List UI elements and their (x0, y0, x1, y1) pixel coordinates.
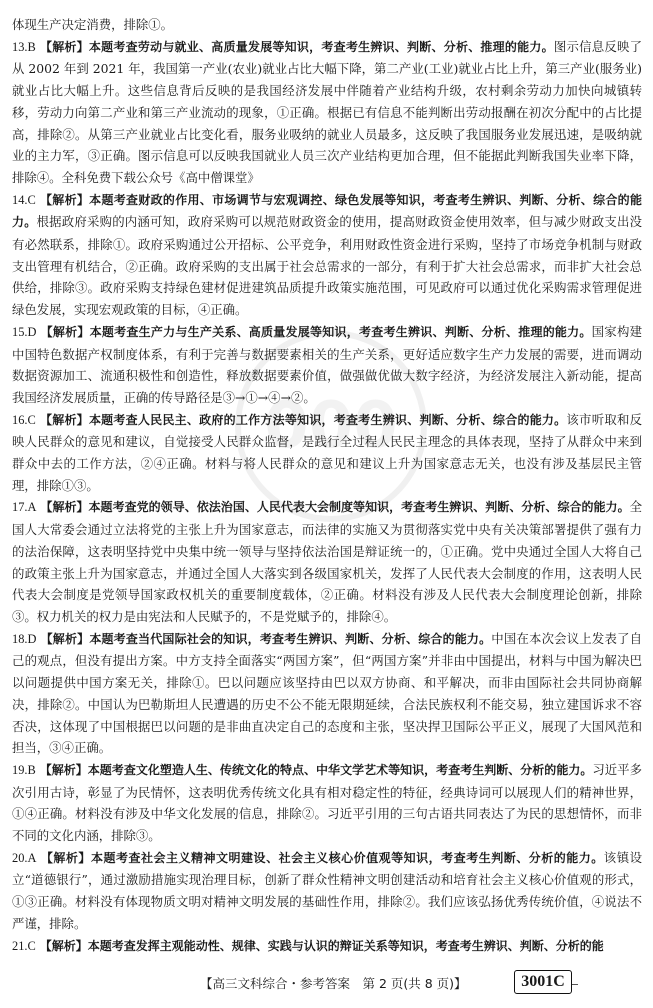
item-number: 20. (12, 850, 28, 865)
answer-item (12, 847, 642, 935)
item-tag: 【解析】 (40, 631, 90, 646)
item-answer: C (27, 938, 36, 953)
answer-item (12, 759, 642, 847)
item-lead: 本题考查文化塑造人生、传统文化的特点、中华文学艺术等知识，考查考生判断、分析的能力。 (87, 762, 593, 777)
answer-item (12, 496, 642, 627)
item-body: 习近平多次引用古诗，彰显了为民情怀，这表明优秀传统文化具有相对稳定性的特征，经典诗词可以展现人们的精神世界，①④正确。材料没有涉及中华文化发展的信息，排除②。习近平引用的三句古语共同表达了为民的思想情怀，而非不同的文化内涵，排除③。 (12, 761, 642, 844)
item-answer: D (27, 324, 37, 339)
item-answer: C (27, 192, 36, 207)
item-tag: 【解析】 (40, 500, 89, 515)
item-number: 19. (12, 762, 28, 777)
page-footer (0, 970, 653, 998)
item-lead: 本题考查生产力与生产关系、高质量发展等知识，考查考生辨识、判断、分析、推理的能力。 (89, 324, 592, 339)
item-tag: 【解析】 (40, 324, 90, 339)
item-tag: 【解析】 (39, 39, 89, 54)
answer-items-list (12, 36, 642, 958)
item-answer: D (27, 631, 37, 646)
item-lead: 本题考查财政的作用、市场调节与宏观调控、绿色发展等知识，考查考生辨识、判断、分析、综合的能力。 (12, 192, 642, 230)
footer-exam-code: 3001C (514, 970, 572, 994)
footer-tick-mark (572, 984, 578, 985)
item-tag: 【解析】 (39, 762, 88, 777)
item-number: 13. (12, 39, 28, 54)
item-number: 15. (12, 324, 28, 339)
answer-item (12, 628, 642, 759)
answer-content (12, 14, 642, 957)
item-body: 该镇设立“道德银行”，通过激励措施实现治理目标，创新了群众性精神文明创建活动和培育社会主义核心价值观的形式，①③正确。材料没有体现物质文明对精神文明发展的基础性作用，排除②。我们应该弘扬优秀传统价值，④说法不严谨，排除。 (12, 849, 642, 931)
item-lead: 本题考查当代国际社会的知识，考查考生辨识、判断、分析、综合的能力。 (89, 631, 492, 646)
item-body: 该市听取和反映人民群众的意见和建议，自觉接受人民群众监督，是践行全过程人民民主理念的具体表现，坚持了从群众中来到群众中去的工作方法，②④正确。材料与将人民群众的意见和建议上升为国家意志无关，也没有涉及基层民主管理，排除①③。 (12, 411, 642, 493)
item-body: 中国在本次会议上发表了自己的观点，但没有提出方案。中方支持全面落实“两国方案”，但“两国方案”并非由中国提出，材料与中国为解决巴以问题提供中国方案无关，排除①。巴以问题应该坚持由巴以双方协商、和平解决，而非由国际社会共同协商解决，排除②。中国认为巴勒斯坦人民遭遇的历史不公不能无限期延续，合法民族权利不能交易，独立建国诉求不容否决，这体现了中国根据巴以问题的是非曲直决定自己的态度和主张，坚决捍卫国际公平正义，展现了大国风范和担当，③④正确。 (12, 630, 642, 756)
item-answer: B (27, 39, 36, 54)
answer-item (12, 409, 642, 497)
answer-item (12, 935, 642, 958)
item-number: 17. (12, 500, 28, 515)
item-number: 16. (12, 412, 28, 427)
intro-line: 体现生产决定消费，排除①。 (12, 17, 174, 32)
item-body: 国家构建中国特色数据产权制度体系，有利于完善与数据要素相关的生产关系，更好适应数字生产力发展的需要，进而调动数据资源加工、流通积极性和创造性，释放数据要素价值，做强做优做大数字经济，为经济发展注入新动能，提高我国经济发展质量，正确的传导路径是③→①→④→②。 (12, 323, 642, 405)
item-answer: B (27, 762, 36, 777)
item-lead: 本题考查党的领导、依法治国、人民代表大会制度等知识，考查考生辨识、判断、分析、综合的能力。 (88, 500, 630, 515)
item-answer: A (27, 850, 37, 865)
item-number: 21. (12, 938, 28, 953)
item-tag: 【解析】 (40, 192, 90, 207)
watermark-text: 000 (264, 389, 398, 463)
item-number: 18. (12, 631, 28, 646)
item-body: 图示信息反映了从 2002 年到 2021 年，我国第一产业(农业)就业占比大幅下降，第二产业(工业)就业占比上升，第三产业(服务业)就业占比大幅上升。这些信息背后反映的是我国经济发展中伴随着产业结构升级，农村剩余劳动力加快向城镇转移，劳动力向第二产业和第三产业流动的现象，①正确。根据已有信息不能判断出劳动报酬在初次分配中的占比提高，排除②。从第三产业就业占比变化看，服务业吸纳的就业人员最多，这反映了我国服务业发展迅速，是吸纳就业的主力军，③正确。图示信息可以反映我国就业人员三次产业结构更加合理，但不能据此判断我国失业率下降，排除④。全科免费下载公众号《高中僧课堂》 (12, 38, 642, 185)
item-lead: 本题考查发挥主观能动性、规律、实践与认识的辩证关系等知识，考查考生辨识、判断、分析的能 (87, 938, 604, 953)
item-body: 根据政府采购的内涵可知，政府采购可以规范财政资金的使用，提高财政资金使用效率，但与减少财政支出没有必然联系，排除①。政府采购通过公开招标、公平竞争，利用财政性资金进行采购，坚持了市场竞争机制与财政支出管理有机结合，②正确。政府采购的支出属于社会总需求的一部分，有利于扩大社会总需求，而非扩大社会总供给，排除③。政府采购支持绿色建材促进建筑品质提升政策实施范围，可见政府可以通过优化采购需求管理促进绿色发展，实现宏观政策的目标，④正确。 (12, 214, 642, 318)
item-tag: 【解析】 (40, 850, 91, 865)
answer-item (12, 36, 642, 189)
footer-page-info: 【高三文科综合・参考答案 第 2 页(共 8 页)】 (200, 976, 467, 991)
item-tag: 【解析】 (39, 938, 88, 953)
answer-item (12, 189, 642, 321)
item-tag: 【解析】 (39, 412, 89, 427)
answer-item (12, 321, 642, 409)
item-body: 全国人大常委会通过立法将党的主张上升为国家意志，而法律的实施又为贯彻落实党中央有关决策部署提供了强有力的法治保障，这表明坚持党中央集中统一领导与坚持依法治国是辩证统一的，①正确。党中央通过全国人大将自己的政策主张上升为国家意志，并通过全国人大落实到各级国家机关，发挥了人民代表大会制度的作用，这表明人民代表大会制度是党领导国家政权机关的重要制度载体，②正确。材料没有涉及人民代表大会制度理论创新，排除③。权力机关的权力是由宪法和人民赋予的，不是党赋予的，排除④。 (12, 499, 642, 624)
item-number: 14. (12, 192, 28, 207)
item-lead: 本题考查劳动与就业、高质量发展等知识，考查考生辨识、判断、分析、推理的能力。 (88, 39, 554, 54)
item-lead: 本题考查人民民主、政府的工作方法等知识，考查考生辨识、判断、分析、综合的能力。 (88, 412, 567, 427)
item-answer: A (27, 500, 37, 515)
item-answer: C (27, 412, 36, 427)
item-lead: 本题考查社会主义精神文明建设、社会主义核心价值观等知识，考查考生判断、分析的能力。 (90, 850, 604, 865)
